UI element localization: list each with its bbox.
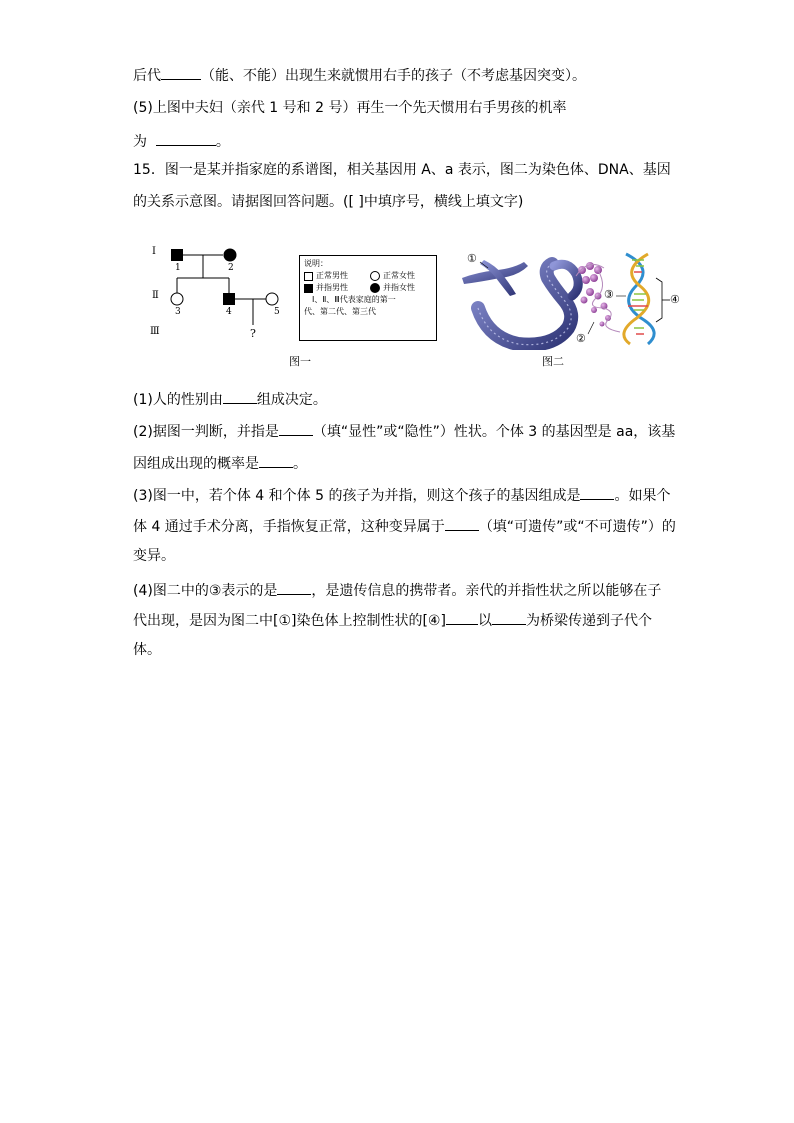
legend-affected-male: 并指男性 [316, 283, 348, 292]
answer-blank[interactable] [445, 516, 479, 531]
text: （填“可遗传”或“不可遗传”）的 [478, 519, 676, 535]
q15-intro-line1: 15．图一是某并指家庭的系谱图，相关基因用 A、a 表示，图二为染色体、DNA、基因 [133, 162, 671, 178]
legend-normal-male: 正常男性 [316, 271, 348, 280]
answer-blank[interactable] [446, 610, 478, 625]
label-4: ④ [670, 293, 680, 306]
filled-square-icon [304, 284, 313, 293]
q15-part1 [133, 389, 327, 410]
legend-note-line1: Ⅰ、Ⅱ、Ⅲ代表家庭的第一 [312, 295, 396, 304]
generation-I-label: Ⅰ [152, 246, 156, 257]
label-1: ① [467, 252, 477, 265]
text: (2)据图一判断，并指是 [133, 424, 279, 440]
q14-line2: (5)上图中夫妇（亲代 1 号和 2 号）再生一个先天惯用右手男孩的机率 [133, 100, 567, 116]
gene-bracket [656, 278, 662, 322]
answer-blank[interactable] [223, 389, 257, 404]
text: 后代 [133, 68, 161, 84]
pedigree-legend [299, 255, 437, 341]
q15-part4-line3: 体。 [133, 642, 161, 658]
legend-title: 说明： [304, 259, 328, 268]
answer-blank[interactable] [259, 453, 293, 468]
legend-normal-female: 正常女性 [383, 271, 415, 280]
q15-part2-line1 [133, 421, 675, 442]
text: 为桥梁传递到子代个 [525, 613, 652, 629]
text: 为 [133, 134, 147, 150]
label-3: ③ [604, 288, 614, 301]
individual-1-affected-male [171, 249, 183, 261]
text: (1)人的性别由 [133, 392, 223, 408]
q15-part3-line2 [133, 516, 676, 537]
q15-intro-line2: 的关系示意图。请据图回答问题。([ ]中填序号，横线上填文字) [133, 194, 524, 210]
text: 。如果个 [614, 488, 671, 504]
individual-4-affected-male [223, 293, 235, 305]
text: 。 [293, 456, 307, 472]
generation-III-label: Ⅲ [150, 326, 160, 337]
answer-blank[interactable] [156, 131, 216, 146]
dna-double-helix [624, 254, 654, 344]
chromosome-dna-figure [458, 248, 694, 350]
individual-4-number: 4 [226, 307, 232, 317]
q15-part2-line2 [133, 453, 307, 474]
individual-3-normal-female [171, 293, 183, 305]
legend-row [304, 270, 432, 282]
text: （能、不能）出现生来就惯用右手的孩子（不考虑基因突变）。 [201, 68, 586, 84]
text: 。 [215, 134, 230, 150]
text: (4)图二中的③表示的是 [133, 583, 278, 599]
answer-blank[interactable] [580, 485, 614, 500]
legend-affected-female: 并指女性 [383, 283, 415, 292]
square-icon [304, 272, 313, 281]
individual-5-number: 5 [274, 307, 280, 317]
text: (3)图一中，若个体 4 和个体 5 的孩子为并指，则这个孩子的基因组成是 [133, 488, 581, 504]
q15-part4-line1 [133, 580, 661, 601]
answer-blank[interactable] [279, 421, 313, 436]
filled-circle-icon [370, 283, 380, 293]
individual-5-normal-female [266, 293, 278, 305]
text: 体 4 通过手术分离，手指恢复正常，这种变异属于 [133, 519, 445, 535]
text: （填“显性”或“隐性”）性状。个体 3 的基因型是 aa，该基 [312, 424, 676, 440]
chromosome-shape [462, 260, 528, 296]
unknown-child-mark: ? [250, 327, 256, 340]
individual-2-number: 2 [228, 263, 234, 273]
legend-note-line2: 代、第二代、第三代 [304, 307, 376, 316]
answer-blank[interactable] [277, 580, 311, 595]
text: 因组成出现的概率是 [133, 456, 259, 472]
legend-row [304, 282, 432, 294]
q15-part4-line2 [133, 610, 652, 631]
text: 组成决定。 [256, 392, 327, 408]
figure2-caption: 图二 [542, 355, 564, 368]
answer-blank[interactable] [161, 65, 201, 80]
generation-II-label: Ⅱ [152, 290, 159, 301]
individual-2-affected-female [224, 249, 237, 262]
text: 以 [477, 613, 492, 629]
label-2: ② [576, 332, 586, 345]
text: 代出现，是因为图二中[①]染色体上控制性状的[④] [133, 613, 446, 629]
text: ，是遗传信息的携带者。亲代的并指性状之所以能够在子 [311, 583, 662, 599]
q14-line3 [133, 131, 230, 152]
q14-line1 [133, 65, 586, 86]
figure1-caption: 图一 [289, 355, 311, 368]
individual-3-number: 3 [175, 307, 181, 317]
circle-icon [370, 271, 380, 281]
q15-part3-line3: 变异。 [133, 548, 175, 564]
answer-blank[interactable] [492, 610, 526, 625]
individual-1-number: 1 [175, 263, 181, 273]
q15-part3-line1 [133, 485, 670, 506]
